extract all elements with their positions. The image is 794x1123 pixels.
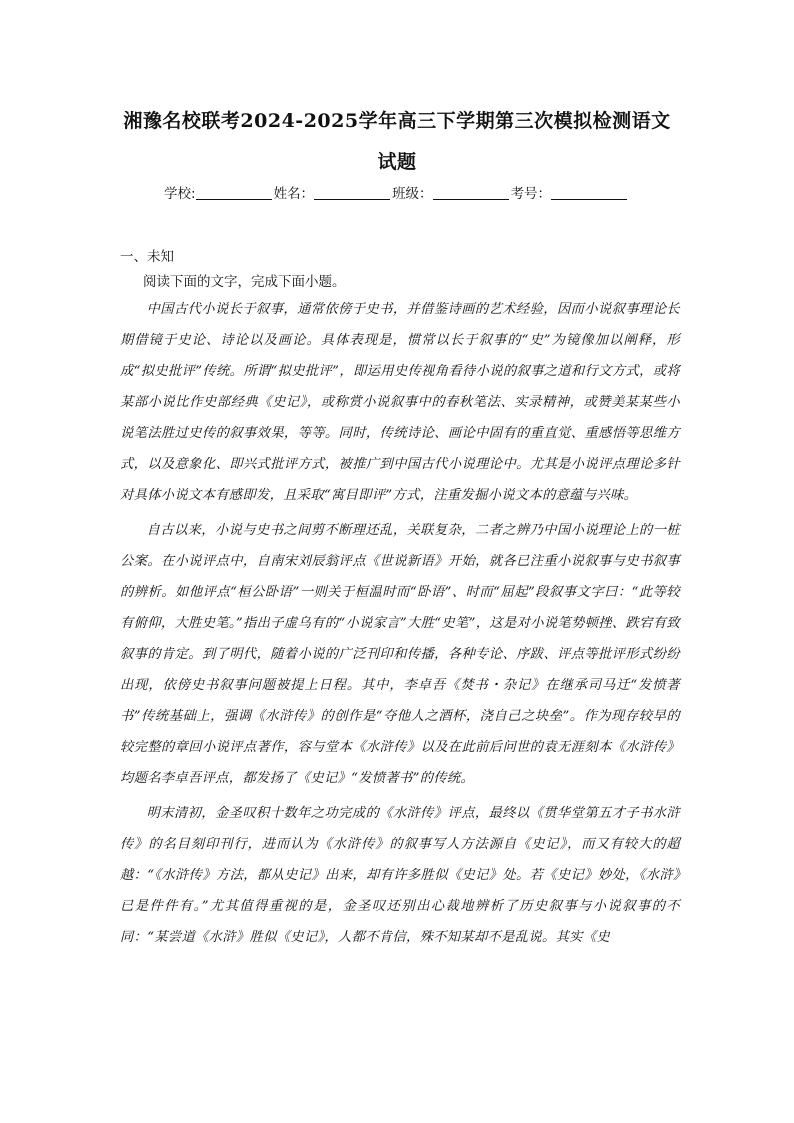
passage-paragraph-1: 中国古代小说长于叙事，通常依傍于史书，并借鉴诗画的艺术经验，因而小说叙事理论长期借镜于史论、诗论以及画论。具体表现是，惯常以长于叙事的“史”为镜像加以阐释，形成“拟史批评”传统。所谓“拟史批评”，即运用史传视角看待小说的叙事之道和行文方式，或将某部小说比作史部经典《史记》，或称赏小说叙事中的春秋笔法、实录精神，或赞美某某些小说笔法胜过史传的叙事效果，等等。同时，传统诗论、画论中固有的重直觉、重感悟等思维方式，以及意象化、即兴式批评方式，被推广到中国古代小说理论中。尤其是小说评点理论多针对具体小说文本有感即发，且采取“寓目即评”方式，注重发掘小说文本的意蕴与兴味。 xyxy=(120,302,680,503)
passage-paragraph-3: 明末清初，金圣叹积十数年之功完成的《水浒传》评点，最终以《贯华堂第五才子书水浒传》的名目刻印刊行，进而认为《水浒传》的叙事写人方法源自《史记》，而又有较大的超越：“《水浒传》方法，都从史记》出来，却有许多胜似《史记》处。若《史记》妙处，《水浒》已是件件有。”尤其值得重视的是，金圣叹还别出心裁地辨析了历史叙事与小说叙事的不同：“某尝道《水浒》胜似《史记》，人都不肯信，殊不知某却不是乱说。其实《史 xyxy=(120,806,680,945)
school-label: 学校: xyxy=(164,186,196,202)
name-label: 姓名： xyxy=(273,186,315,202)
section-heading: 一、未知 xyxy=(120,249,174,265)
name-blank xyxy=(314,185,390,200)
section-instruction: 阅读下面的文字，完成下面小题。 xyxy=(143,274,346,290)
passage-paragraph-2: 自古以来，小说与史书之间剪不断理还乱，关联复杂，二者之辨乃中国小说理论上的一桩公案。在小说评点中，自南宋刘辰翁评点《世说新语》开始，就各已注重小说叙事与史书叙事的辨析。如他评点“桓公卧语”一则关于桓温时而“卧语”、时而“屈起”段叙事文字曰：“此等较有俯仰，大胜史笔。”指出子虚乌有的“小说家言”大胜“史笔”，这是对小说笔势顿挫、跌宕有致叙事的肯定。到了明代，随着小说的广泛刊印和传播，各种专论、序跋、评点等批评形式纷纷出现，依傍史书叙事问题被提上日程。其中，李卓吾《焚书・杂记》在继承司马迁“发愤著书”传统基础上，强调《水浒传》的创作是“夺他人之酒杯，浇自己之块垒”。作为现存较早的较完整的章回小说评点著作，容与堂本《水浒传》以及在此前后问世的袁无涯刻本《水浒传》均题名李卓吾评点，都发扬了《史记》“发愤著书”的传统。 xyxy=(120,523,680,786)
class-blank xyxy=(433,185,509,200)
document-title-line-1: 湘豫名校联考2024-2025学年高三下学期第三次模拟检测语文 xyxy=(123,110,671,132)
document-title-line-2: 试题 xyxy=(377,151,417,173)
reading-passage xyxy=(120,294,680,953)
number-label: 考号： xyxy=(510,186,552,202)
school-blank xyxy=(196,185,272,200)
number-blank xyxy=(551,185,627,200)
class-label: 班级： xyxy=(392,186,433,202)
student-info-row xyxy=(164,182,629,202)
